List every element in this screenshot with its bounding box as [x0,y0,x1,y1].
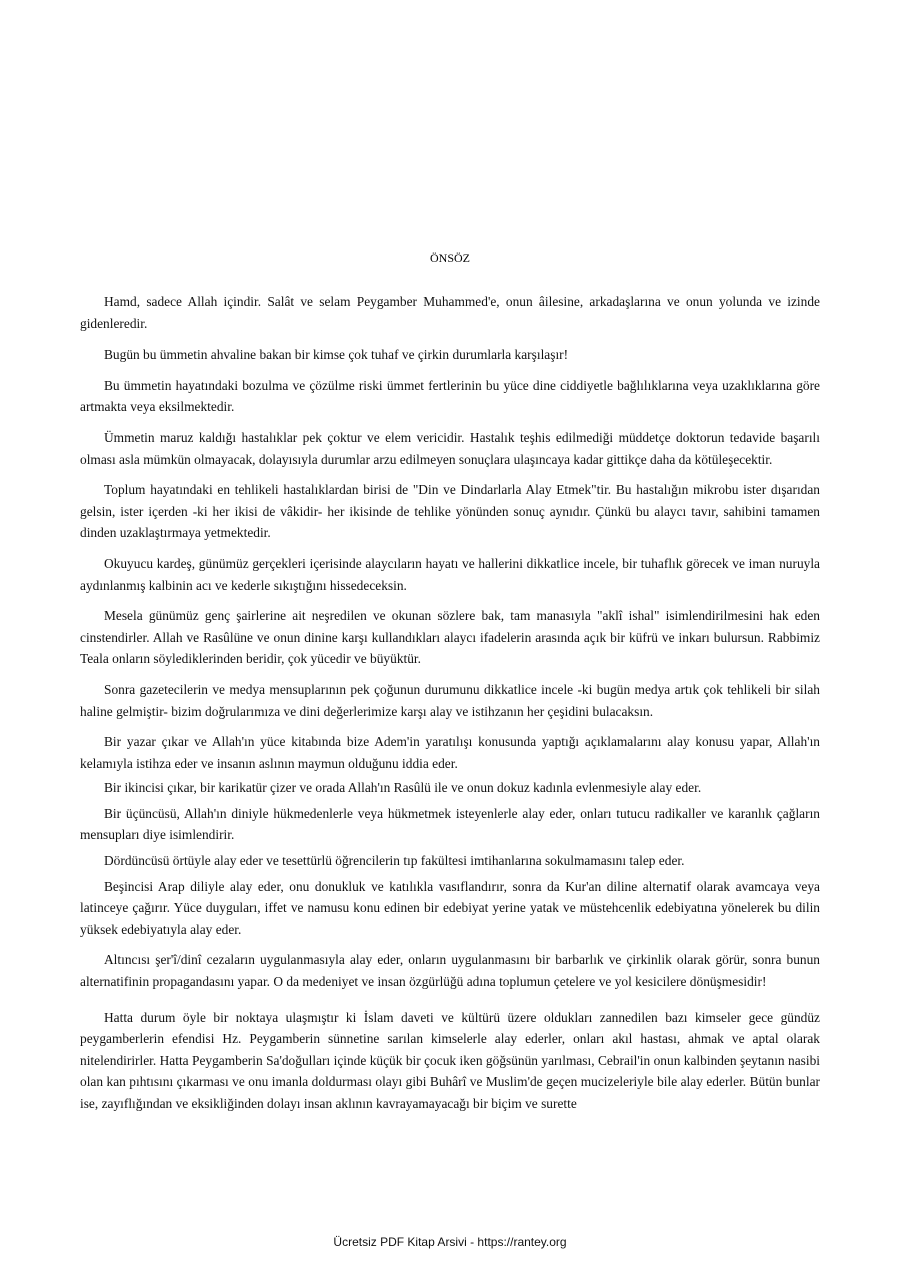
page-title: ÖNSÖZ [429,251,470,265]
paragraph: Hamd, sadece Allah içindir. Salât ve selam Peygamber Muhammed'e, onun âilesine, arkadaşlarına ve onun yolunda ve izinde gidenleredir. [80,294,820,331]
paragraph: Bir üçüncüsü, Allah'ın diniyle hükmedenlerle veya hükmetmek isteyenlerle alay eder, onları tutucu radikaller ve karanlık çağların mensupları diye isimlendirir. [80,805,820,843]
paragraph: Ümmetin maruz kaldığı hastalıklar pek çoktur ve elem vericidir. Hastalık teşhis edilmediği müddetçe doktorun tedavide başarılı olması asla mümkün olmayacak, dolayısıyla durumlar arzu edilmeyen sonuçlara ulaşıncaya kadar gittikçe daha da kötüleşecektir. [80,429,820,467]
paragraph: Mesela günümüz genç şairlerine ait neşredilen ve okunan sözlere bak, tam manasıyla "aklî ishal" isimlendirilmesini hak eden cinstendirler. Allah ve Rasûlüne ve onun dinine karşı kullandıkları alaycı ifadelerin arasında açık bir küfrü ve inkarı bulursun. Rabbimiz Teala onların söylediklerinden beridir, çok yücedir ve büyüktür. [80,608,820,667]
paragraph: Bir ikincisi çıkar, bir karikatür çizer ve orada Allah'ın Rasûlü ile ve onun dokuz kadınla evlenmesiyle alay eder. [104,780,702,796]
paragraph: Bir yazar çıkar ve Allah'ın yüce kitabında bize Adem'in yaratılışı konusunda yaptığı açıklamalarını alay konusu yapar, Allah'ın kelamıyla istihza eder ve insanın aslının maymun olduğunu iddia eder. [80,734,820,771]
body-text [80,291,820,1115]
paragraph: Altıncısı şer'î/dinî cezaların uygulanmasıyla alay eder, onların uygulanmasını bir barbarlık ve çirkinlik olarak görür, sonra bunun alternatifinin propagandasını yapar. O da medeniyet ve insan özgürlüğü adına toplumun çetelere ve yol kesicilere dönüşmesidir! [80,952,820,990]
paragraph: Bu ümmetin hayatındaki bozulma ve çözülme riski ümmet fertlerinin bu yüce dine ciddiyetle bağlılıklarına veya uzaklıklarına göre artmakta veya eksilmektedir. [80,377,820,415]
paragraph: Sonra gazetecilerin ve medya mensuplarının pek çoğunun durumunu dikkatlice incele -ki bugün medya artık çok tehlikeli bir silah haline gelmiştir- bizim doğrularımıza ve dini değerlerimize karşı alay ve istihzanın her çeşidini bulacaksın. [80,681,820,719]
paragraph: Beşincisi Arap diliyle alay eder, onu donukluk ve katılıkla vasıflandırır, sonra da Kur'an diline alternatif olarak avamcaya veya latinceye çağırır. Yüce duyguları, iffet ve namusu konu edinen bir edebiyat yerine yatak ve müstehcenlik edebiyatına yönelerek bu dilin yüksek edebiyatıyla alay eder. [80,878,820,937]
paragraph: Dördüncüsü örtüyle alay eder ve tesettürlü öğrencilerin tıp fakültesi imtihanlarına sokulmamasını talep eder. [104,853,685,869]
paragraph: Okuyucu kardeş, günümüz gerçekleri içerisinde alaycıların hayatı ve hallerini dikkatlice incele, bir tuhaflık görecek ve iman nuruyla aydınlanmış kalbinin acı ve kederle sıkıştığını hissedeceksin. [80,555,820,593]
paragraph: Hatta durum öyle bir noktaya ulaşmıştır ki İslam daveti ve kültürü üzere oldukları zannedilen bazı kimseler gece gündüz peygamberlerin efendisi Hz. Peygamberin sünnetine sarılan kimselerle alay ederler, onları akıl hastası, ahmak ve aptal olarak nitelendirirler. Hatta Peygamberin Sa'doğulları içinde küçük bir çocuk iken göğsünün yarılması, Cebrail'in onun kalbinden şeytanın nasibi olan kan pıhtısını çıkarması ve onu imanla doldurması olayı gibi Buhârî ve Muslim'de geçen mucizeleriyle bile alay ederler. Bütün bunlar ise, zayıflığından ve eksikliğinden dolayı insan aklının kavrayamayacağı bir biçim ve surette [80,1009,820,1111]
paragraph: Toplum hayatındaki en tehlikeli hastalıklardan birisi de "Din ve Dindarlarla Alay Etmek"tir. Bu hastalığın mikrobu ister dışarıdan gelsin, ister içerden -ki her ikisi de vâkidir- her ikisinde de tehlike yönünden sonuç aynıdır. Çünkü bu alaycı tavır, sahibini tamamen dinden uzaklaştırmaya yetmektedir. [80,482,820,541]
page-footer: Ücretsiz PDF Kitap Arsivi - https://rantey.org [333,1235,567,1249]
paragraph: Bugün bu ümmetin ahvaline bakan bir kimse çok tuhaf ve çirkin durumlarla karşılaşır! [104,347,569,363]
